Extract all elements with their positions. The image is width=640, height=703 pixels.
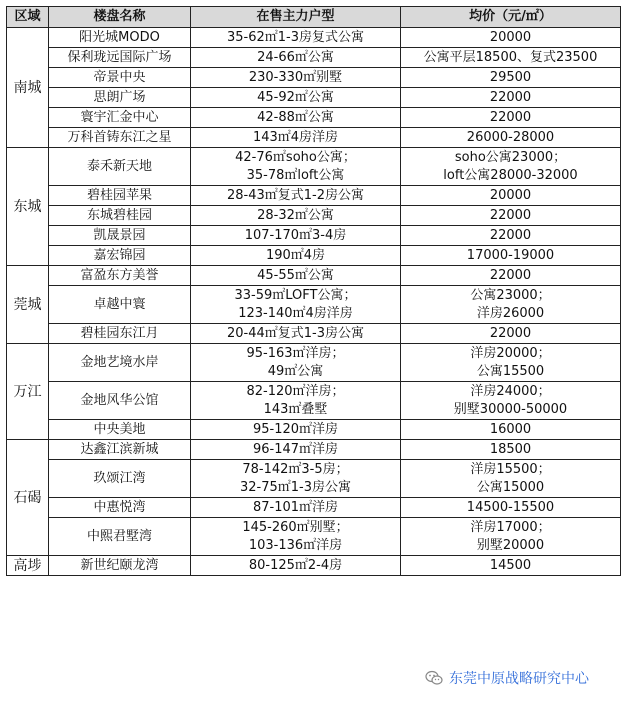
- unit-type-line: 45-92㎡公寓: [257, 89, 334, 105]
- table-row: [7, 498, 621, 518]
- unit-type-cell: [191, 148, 401, 186]
- average-price-cell: [401, 128, 621, 148]
- header-project: 楼盘名称: [49, 7, 191, 28]
- price-line: 16000: [489, 421, 532, 437]
- table-row: [7, 266, 621, 286]
- price-line: 公寓15500: [476, 363, 545, 379]
- unit-type-cell: [191, 324, 401, 344]
- price-line: 公寓15000: [476, 479, 545, 495]
- table-row: [7, 440, 621, 460]
- unit-type-cell: [191, 68, 401, 88]
- unit-type-cell: [191, 440, 401, 460]
- organization-name: 东莞中原战略研究中心: [449, 671, 589, 687]
- unit-type-cell: [191, 498, 401, 518]
- unit-type-cell: [191, 382, 401, 420]
- table-row: [7, 344, 621, 382]
- unit-type-cell: [191, 286, 401, 324]
- price-line: 17000-19000: [466, 247, 555, 263]
- table-row: [7, 28, 621, 48]
- price-line: 洋房26000: [476, 305, 545, 321]
- unit-type-cell: [191, 460, 401, 498]
- unit-type-line: 107-170㎡3-4房: [244, 227, 347, 243]
- table-row: [7, 128, 621, 148]
- table-row: [7, 68, 621, 88]
- table-row: [7, 48, 621, 68]
- header-district: 区域: [7, 7, 49, 28]
- average-price-cell: [401, 226, 621, 246]
- price-line: 22000: [489, 89, 532, 105]
- price-line: 20000: [489, 187, 532, 203]
- project-name-cell: 金地风华公馆: [49, 382, 191, 420]
- table-row: [7, 382, 621, 420]
- price-line: 别墅30000-50000: [453, 401, 568, 417]
- unit-type-line: 143㎡叠墅: [263, 401, 328, 417]
- price-line: soho公寓23000；: [454, 149, 567, 165]
- project-name-cell: 中央美地: [49, 420, 191, 440]
- project-name-cell: 东城碧桂园: [49, 206, 191, 226]
- unit-type-line: 80-125㎡2-4房: [248, 557, 343, 573]
- unit-type-cell: [191, 344, 401, 382]
- unit-type-cell: [191, 28, 401, 48]
- district-cell: 高埗: [7, 556, 49, 576]
- unit-type-line: 42-76㎡soho公寓；: [235, 149, 356, 165]
- average-price-cell: [401, 246, 621, 266]
- project-name-cell: 碧桂园苹果: [49, 186, 191, 206]
- unit-type-cell: [191, 246, 401, 266]
- unit-type-line: 190㎡4房: [265, 247, 326, 263]
- unit-type-line: 32-75㎡1-3房公寓: [239, 479, 351, 495]
- table-row: [7, 148, 621, 186]
- unit-type-cell: [191, 128, 401, 148]
- average-price-cell: [401, 206, 621, 226]
- unit-type-line: 95-163㎡洋房；: [246, 345, 345, 361]
- unit-type-line: 103-136㎡洋房: [248, 537, 343, 553]
- price-line: 洋房24000；: [470, 383, 551, 399]
- project-name-cell: 思朗广场: [49, 88, 191, 108]
- average-price-cell: [401, 324, 621, 344]
- unit-type-line: 35-78㎡loft公寓: [246, 167, 345, 183]
- project-name-cell: 中熙君墅湾: [49, 518, 191, 556]
- district-cell: 东城: [7, 148, 49, 266]
- price-line: 14500-15500: [466, 499, 555, 515]
- average-price-cell: [401, 518, 621, 556]
- price-line: 别墅20000: [476, 537, 545, 553]
- project-name-cell: 阳光城MODO: [49, 28, 191, 48]
- average-price-cell: [401, 266, 621, 286]
- price-line: 公寓平层18500、复式23500: [423, 49, 598, 65]
- unit-type-line: 20-44㎡复式1-3房公寓: [226, 325, 364, 341]
- footer-source: [425, 668, 589, 688]
- table-row: [7, 324, 621, 344]
- district-cell: 莞城: [7, 266, 49, 344]
- price-table-container: [6, 6, 620, 576]
- district-cell: 万江: [7, 344, 49, 440]
- unit-type-cell: [191, 556, 401, 576]
- header-average-price: 均价（元/㎡）: [401, 7, 621, 28]
- price-line: 洋房15500；: [470, 461, 551, 477]
- unit-type-line: 78-142㎡3-5房；: [242, 461, 349, 477]
- unit-type-cell: [191, 88, 401, 108]
- price-line: 22000: [489, 109, 532, 125]
- project-name-cell: 泰禾新天地: [49, 148, 191, 186]
- price-line: 22000: [489, 207, 532, 223]
- unit-type-cell: [191, 206, 401, 226]
- project-name-cell: 寰宇汇金中心: [49, 108, 191, 128]
- unit-type-cell: [191, 266, 401, 286]
- unit-type-line: 49㎡公寓: [267, 363, 324, 379]
- project-name-cell: 中惠悦湾: [49, 498, 191, 518]
- project-name-cell: 玖颂江湾: [49, 460, 191, 498]
- price-line: 29500: [489, 69, 532, 85]
- project-name-cell: 凯晟景园: [49, 226, 191, 246]
- unit-type-cell: [191, 518, 401, 556]
- unit-type-line: 145-260㎡别墅；: [242, 519, 349, 535]
- average-price-cell: [401, 28, 621, 48]
- unit-type-cell: [191, 186, 401, 206]
- unit-type-line: 96-147㎡洋房: [252, 441, 339, 457]
- average-price-cell: [401, 108, 621, 128]
- average-price-cell: [401, 344, 621, 382]
- price-line: 公寓23000；: [470, 287, 551, 303]
- table-row: [7, 206, 621, 226]
- wechat-icon: [425, 670, 443, 686]
- price-line: 20000: [489, 29, 532, 45]
- unit-type-cell: [191, 108, 401, 128]
- table-row: [7, 88, 621, 108]
- unit-type-line: 28-43㎡复式1-2房公寓: [226, 187, 364, 203]
- project-name-cell: 万科首铸东江之星: [49, 128, 191, 148]
- unit-type-line: 87-101㎡洋房: [252, 499, 339, 515]
- unit-type-line: 230-330㎡别墅: [248, 69, 343, 85]
- unit-type-line: 28-32㎡公寓: [257, 207, 334, 223]
- district-cell: 石碣: [7, 440, 49, 556]
- project-name-cell: 嘉宏锦园: [49, 246, 191, 266]
- average-price-cell: [401, 498, 621, 518]
- table-row: [7, 460, 621, 498]
- average-price-cell: [401, 48, 621, 68]
- table-body: [7, 28, 621, 576]
- unit-type-cell: [191, 48, 401, 68]
- header-unit-type: 在售主力户型: [191, 7, 401, 28]
- average-price-cell: [401, 556, 621, 576]
- average-price-cell: [401, 286, 621, 324]
- average-price-cell: [401, 460, 621, 498]
- average-price-cell: [401, 382, 621, 420]
- price-line: loft公寓28000-32000: [443, 167, 578, 183]
- price-table: [6, 6, 621, 576]
- unit-type-line: 24-66㎡公寓: [257, 49, 334, 65]
- project-name-cell: 碧桂园东江月: [49, 324, 191, 344]
- price-line: 22000: [489, 325, 532, 341]
- district-cell: 南城: [7, 28, 49, 148]
- table-row: [7, 518, 621, 556]
- table-row: [7, 226, 621, 246]
- table-row: [7, 420, 621, 440]
- project-name-cell: 保利珑远国际广场: [49, 48, 191, 68]
- price-line: 洋房20000；: [470, 345, 551, 361]
- price-line: 22000: [489, 227, 532, 243]
- unit-type-cell: [191, 420, 401, 440]
- project-name-cell: 金地艺境水岸: [49, 344, 191, 382]
- unit-type-line: 95-120㎡洋房: [252, 421, 339, 437]
- average-price-cell: [401, 148, 621, 186]
- average-price-cell: [401, 88, 621, 108]
- table-row: [7, 556, 621, 576]
- unit-type-cell: [191, 226, 401, 246]
- unit-type-line: 45-55㎡公寓: [257, 267, 334, 283]
- table-row: [7, 246, 621, 266]
- project-name-cell: 帝景中央: [49, 68, 191, 88]
- table-row: [7, 108, 621, 128]
- unit-type-line: 42-88㎡公寓: [257, 109, 334, 125]
- unit-type-line: 82-120㎡洋房；: [246, 383, 345, 399]
- price-line: 18500: [489, 441, 532, 457]
- unit-type-line: 143㎡4房洋房: [252, 129, 339, 145]
- project-name-cell: 卓越中寰: [49, 286, 191, 324]
- project-name-cell: 达鑫江滨新城: [49, 440, 191, 460]
- average-price-cell: [401, 420, 621, 440]
- price-line: 22000: [489, 267, 532, 283]
- average-price-cell: [401, 440, 621, 460]
- price-line: 26000-28000: [466, 129, 555, 145]
- project-name-cell: 新世纪颐龙湾: [49, 556, 191, 576]
- average-price-cell: [401, 68, 621, 88]
- project-name-cell: 富盈东方美誉: [49, 266, 191, 286]
- table-row: [7, 286, 621, 324]
- table-header-row: [7, 7, 621, 28]
- table-row: [7, 186, 621, 206]
- average-price-cell: [401, 186, 621, 206]
- unit-type-line: 33-59㎡LOFT公寓；: [234, 287, 357, 303]
- price-line: 14500: [489, 557, 532, 573]
- price-line: 洋房17000；: [470, 519, 551, 535]
- unit-type-line: 35-62㎡1-3房复式公寓: [226, 29, 364, 45]
- unit-type-line: 123-140㎡4房洋房: [238, 305, 353, 321]
